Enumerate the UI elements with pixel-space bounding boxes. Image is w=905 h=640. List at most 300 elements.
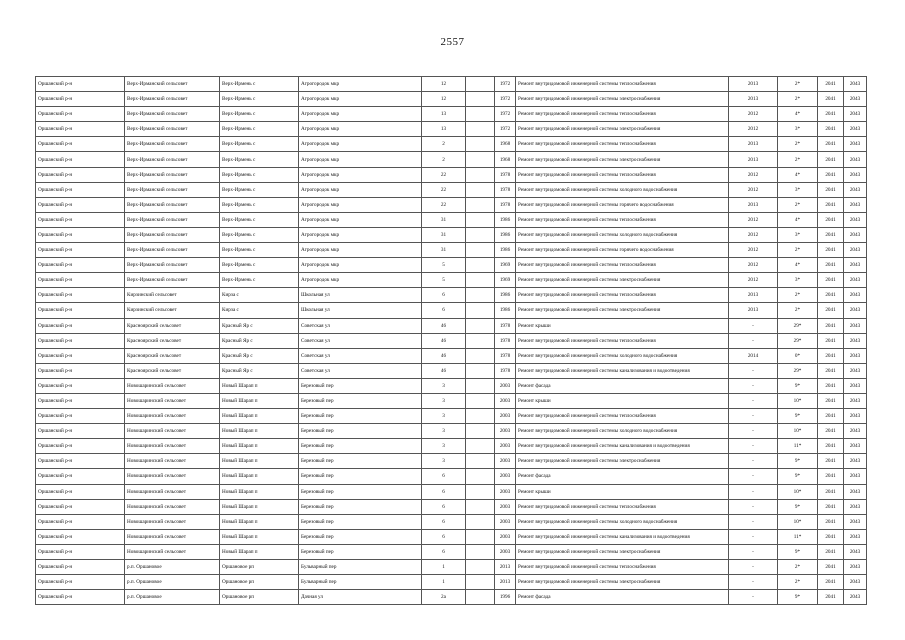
work-type-cell: Ремонт внутридомовой инженерной системы холодного водоснабжения xyxy=(516,424,729,439)
settlement-cell: Кирза с xyxy=(220,303,299,318)
house-number-cell: 13 xyxy=(422,122,466,137)
housing-cell xyxy=(466,318,495,333)
council-cell: Новошаринский сельсовет xyxy=(125,439,220,454)
table-row xyxy=(36,182,867,197)
work-type-cell: Ремонт внутридомовой инженерной системы холодного водоснабжения xyxy=(516,514,729,529)
plan-start-cell: 2041 xyxy=(818,348,844,363)
work-type-cell: Ремонт внутридомовой инженерной системы холодного водоснабжения xyxy=(516,182,729,197)
plan-end-cell: 2043 xyxy=(844,484,867,499)
house-number-cell: 6 xyxy=(422,469,466,484)
housing-cell xyxy=(466,424,495,439)
last-repair-cell: 2012 xyxy=(729,273,778,288)
district-cell: Оршанский р-н xyxy=(36,258,125,273)
build-year-cell: 1986 xyxy=(495,227,516,242)
settlement-cell: Верх-Ирмень с xyxy=(220,77,299,92)
build-year-cell: 1978 xyxy=(495,348,516,363)
wear-cell: 9* xyxy=(778,469,818,484)
street-cell: Березовый пер xyxy=(299,409,422,424)
house-number-cell: 5 xyxy=(422,258,466,273)
build-year-cell: 1986 xyxy=(495,303,516,318)
plan-start-cell: 2041 xyxy=(818,318,844,333)
housing-cell xyxy=(466,258,495,273)
housing-cell xyxy=(466,393,495,408)
housing-cell xyxy=(466,469,495,484)
work-type-cell: Ремонт внутридомовой инженерной системы теплоснабжения xyxy=(516,167,729,182)
table-row xyxy=(36,514,867,529)
house-number-cell: 12 xyxy=(422,92,466,107)
street-cell: Советская ул xyxy=(299,318,422,333)
build-year-cell: 1972 xyxy=(495,107,516,122)
street-cell: Березовый пер xyxy=(299,484,422,499)
last-repair-cell: 2012 xyxy=(729,227,778,242)
table-row xyxy=(36,303,867,318)
work-type-cell: Ремонт внутридомовой инженерной системы теплоснабжения xyxy=(516,409,729,424)
table-row xyxy=(36,484,867,499)
council-cell: Новошаринский сельсовет xyxy=(125,484,220,499)
table-row xyxy=(36,258,867,273)
council-cell: Новошаринский сельсовет xyxy=(125,409,220,424)
plan-start-cell: 2041 xyxy=(818,137,844,152)
plan-start-cell: 2041 xyxy=(818,122,844,137)
plan-end-cell: 2043 xyxy=(844,182,867,197)
plan-end-cell: 2043 xyxy=(844,303,867,318)
last-repair-cell: 2012 xyxy=(729,107,778,122)
house-number-cell: 6 xyxy=(422,499,466,514)
council-cell: Новошаринский сельсовет xyxy=(125,499,220,514)
plan-start-cell: 2041 xyxy=(818,378,844,393)
house-number-cell: 6 xyxy=(422,484,466,499)
work-type-cell: Ремонт фасада xyxy=(516,469,729,484)
work-type-cell: Ремонт внутридомовой инженерной системы горячего водоснабжения xyxy=(516,197,729,212)
plan-end-cell: 2043 xyxy=(844,590,867,605)
build-year-cell: 1972 xyxy=(495,77,516,92)
settlement-cell: Новый Шарап п xyxy=(220,469,299,484)
plan-start-cell: 2041 xyxy=(818,152,844,167)
house-number-cell: 2а xyxy=(422,590,466,605)
house-number-cell: 3 xyxy=(422,409,466,424)
work-type-cell: Ремонт внутридомовой инженерной системы электроснабжения xyxy=(516,122,729,137)
wear-cell: 2* xyxy=(778,560,818,575)
house-number-cell: 22 xyxy=(422,197,466,212)
house-number-cell: 22 xyxy=(422,182,466,197)
wear-cell: 3* xyxy=(778,273,818,288)
council-cell: Кирзинский сельсовет xyxy=(125,303,220,318)
house-number-cell: 3 xyxy=(422,454,466,469)
house-number-cell: 46 xyxy=(422,348,466,363)
wear-cell: 9* xyxy=(778,499,818,514)
table-row xyxy=(36,92,867,107)
work-type-cell: Ремонт внутридомовой инженерной системы холодного водоснабжения xyxy=(516,348,729,363)
last-repair-cell: 2013 xyxy=(729,197,778,212)
plan-start-cell: 2041 xyxy=(818,333,844,348)
street-cell: Агрогородок мкр xyxy=(299,122,422,137)
plan-start-cell: 2041 xyxy=(818,424,844,439)
settlement-cell: Верх-Ирмень с xyxy=(220,92,299,107)
district-cell: Оршанский р-н xyxy=(36,107,125,122)
last-repair-cell: - xyxy=(729,529,778,544)
settlement-cell: Новый Шарап п xyxy=(220,424,299,439)
table-row xyxy=(36,197,867,212)
plan-start-cell: 2041 xyxy=(818,590,844,605)
council-cell: Верх-Ирманский сельсовет xyxy=(125,212,220,227)
work-type-cell: Ремонт внутридомовой инженерной системы канализования и водоотведения xyxy=(516,363,729,378)
housing-cell xyxy=(466,348,495,363)
table-row xyxy=(36,227,867,242)
council-cell: Верх-Ирманский сельсовет xyxy=(125,273,220,288)
house-number-cell: 1 xyxy=(422,560,466,575)
house-number-cell: 6 xyxy=(422,544,466,559)
last-repair-cell: 2012 xyxy=(729,167,778,182)
work-type-cell: Ремонт внутридомовой инженерной системы теплоснабжения xyxy=(516,258,729,273)
district-cell: Оршанский р-н xyxy=(36,77,125,92)
district-cell: Оршанский р-н xyxy=(36,590,125,605)
plan-start-cell: 2041 xyxy=(818,197,844,212)
plan-end-cell: 2043 xyxy=(844,122,867,137)
table-row xyxy=(36,529,867,544)
plan-end-cell: 2043 xyxy=(844,167,867,182)
last-repair-cell: 2013 xyxy=(729,92,778,107)
build-year-cell: 1978 xyxy=(495,318,516,333)
last-repair-cell: - xyxy=(729,560,778,575)
settlement-cell: Новый Шарап п xyxy=(220,454,299,469)
build-year-cell: 1972 xyxy=(495,92,516,107)
settlement-cell: Оршановое рп xyxy=(220,560,299,575)
last-repair-cell: - xyxy=(729,454,778,469)
housing-cell xyxy=(466,514,495,529)
work-type-cell: Ремонт внутридомовой инженерной системы теплоснабжения xyxy=(516,77,729,92)
council-cell: Красноярский сельсовет xyxy=(125,363,220,378)
district-cell: Оршанский р-н xyxy=(36,439,125,454)
street-cell: Агрогородок мкр xyxy=(299,212,422,227)
council-cell: Верх-Ирманский сельсовет xyxy=(125,92,220,107)
plan-end-cell: 2043 xyxy=(844,333,867,348)
council-cell: Новошаринский сельсовет xyxy=(125,393,220,408)
district-cell: Оршанский р-н xyxy=(36,409,125,424)
house-number-cell: 12 xyxy=(422,77,466,92)
street-cell: Агрогородок мкр xyxy=(299,197,422,212)
wear-cell: 9* xyxy=(778,409,818,424)
district-cell: Оршанский р-н xyxy=(36,514,125,529)
house-number-cell: 31 xyxy=(422,227,466,242)
table-row xyxy=(36,590,867,605)
last-repair-cell: 2012 xyxy=(729,122,778,137)
street-cell: Школьная ул xyxy=(299,303,422,318)
wear-cell: 29* xyxy=(778,363,818,378)
house-number-cell: 2 xyxy=(422,137,466,152)
plan-start-cell: 2041 xyxy=(818,77,844,92)
district-cell: Оршанский р-н xyxy=(36,167,125,182)
house-number-cell: 6 xyxy=(422,529,466,544)
plan-start-cell: 2041 xyxy=(818,439,844,454)
housing-cell xyxy=(466,454,495,469)
last-repair-cell: - xyxy=(729,393,778,408)
district-cell: Оршанский р-н xyxy=(36,424,125,439)
street-cell: Березовый пер xyxy=(299,529,422,544)
district-cell: Оршанский р-н xyxy=(36,92,125,107)
street-cell: Березовый пер xyxy=(299,544,422,559)
build-year-cell: 1972 xyxy=(495,122,516,137)
table-row xyxy=(36,575,867,590)
last-repair-cell: - xyxy=(729,424,778,439)
street-cell: Советская ул xyxy=(299,333,422,348)
last-repair-cell: 2013 xyxy=(729,288,778,303)
plan-start-cell: 2041 xyxy=(818,363,844,378)
housing-cell xyxy=(466,363,495,378)
house-number-cell: 6 xyxy=(422,303,466,318)
build-year-cell: 2003 xyxy=(495,424,516,439)
settlement-cell: Верх-Ирмень с xyxy=(220,152,299,167)
plan-end-cell: 2043 xyxy=(844,424,867,439)
table-row xyxy=(36,439,867,454)
wear-cell: 2* xyxy=(778,137,818,152)
wear-cell: 10* xyxy=(778,484,818,499)
build-year-cell: 1969 xyxy=(495,273,516,288)
district-cell: Оршанский р-н xyxy=(36,454,125,469)
street-cell: Агрогородок мкр xyxy=(299,107,422,122)
house-number-cell: 2 xyxy=(422,152,466,167)
plan-end-cell: 2043 xyxy=(844,348,867,363)
housing-cell xyxy=(466,575,495,590)
wear-cell: 4* xyxy=(778,167,818,182)
district-cell: Оршанский р-н xyxy=(36,122,125,137)
settlement-cell: Новый Шарап п xyxy=(220,439,299,454)
plan-start-cell: 2041 xyxy=(818,227,844,242)
plan-end-cell: 2043 xyxy=(844,243,867,258)
work-type-cell: Ремонт внутридомовой инженерной системы теплоснабжения xyxy=(516,137,729,152)
plan-start-cell: 2041 xyxy=(818,303,844,318)
plan-start-cell: 2041 xyxy=(818,499,844,514)
street-cell: Агрогородок мкр xyxy=(299,243,422,258)
house-number-cell: 1 xyxy=(422,575,466,590)
last-repair-cell: 2012 xyxy=(729,182,778,197)
district-cell: Оршанский р-н xyxy=(36,273,125,288)
district-cell: Оршанский р-н xyxy=(36,318,125,333)
street-cell: Березовый пер xyxy=(299,378,422,393)
last-repair-cell: 2012 xyxy=(729,258,778,273)
table-row xyxy=(36,318,867,333)
work-type-cell: Ремонт внутридомовой инженерной системы теплоснабжения xyxy=(516,212,729,227)
table-row xyxy=(36,499,867,514)
settlement-cell: Красный Яр с xyxy=(220,318,299,333)
council-cell: Новошаринский сельсовет xyxy=(125,454,220,469)
street-cell: Школьная ул xyxy=(299,288,422,303)
build-year-cell: 2003 xyxy=(495,484,516,499)
settlement-cell: Оршановое рп xyxy=(220,575,299,590)
plan-end-cell: 2043 xyxy=(844,560,867,575)
wear-cell: 9* xyxy=(778,378,818,393)
work-type-cell: Ремонт внутридомовой инженерной системы электроснабжения xyxy=(516,544,729,559)
table-row xyxy=(36,560,867,575)
last-repair-cell: 2013 xyxy=(729,77,778,92)
build-year-cell: 2003 xyxy=(495,544,516,559)
housing-cell xyxy=(466,122,495,137)
wear-cell: 2* xyxy=(778,243,818,258)
street-cell: Березовый пер xyxy=(299,454,422,469)
wear-cell: 11* xyxy=(778,439,818,454)
build-year-cell: 2003 xyxy=(495,378,516,393)
work-type-cell: Ремонт внутридомовой инженерной системы канализования и водоотведения xyxy=(516,439,729,454)
table-row xyxy=(36,363,867,378)
plan-end-cell: 2043 xyxy=(844,514,867,529)
last-repair-cell: - xyxy=(729,544,778,559)
district-cell: Оршанский р-н xyxy=(36,243,125,258)
plan-start-cell: 2041 xyxy=(818,575,844,590)
district-cell: Оршанский р-н xyxy=(36,575,125,590)
district-cell: Оршанский р-н xyxy=(36,393,125,408)
plan-start-cell: 2041 xyxy=(818,273,844,288)
district-cell: Оршанский р-н xyxy=(36,137,125,152)
last-repair-cell: - xyxy=(729,333,778,348)
housing-cell xyxy=(466,107,495,122)
wear-cell: 10* xyxy=(778,514,818,529)
work-type-cell: Ремонт крыши xyxy=(516,318,729,333)
build-year-cell: 2013 xyxy=(495,575,516,590)
plan-start-cell: 2041 xyxy=(818,167,844,182)
settlement-cell: Кирза с xyxy=(220,288,299,303)
street-cell: Агрогородок мкр xyxy=(299,167,422,182)
wear-cell: 9* xyxy=(778,590,818,605)
build-year-cell: 2003 xyxy=(495,514,516,529)
district-cell: Оршанский р-н xyxy=(36,333,125,348)
settlement-cell: Верх-Ирмень с xyxy=(220,227,299,242)
work-type-cell: Ремонт внутридомовой инженерной системы теплоснабжения xyxy=(516,499,729,514)
settlement-cell: Красный Яр с xyxy=(220,333,299,348)
wear-cell: 9* xyxy=(778,454,818,469)
plan-start-cell: 2041 xyxy=(818,529,844,544)
housing-cell xyxy=(466,152,495,167)
housing-cell xyxy=(466,590,495,605)
settlement-cell: Верх-Ирмень с xyxy=(220,122,299,137)
settlement-cell: Верх-Ирмень с xyxy=(220,212,299,227)
street-cell: Дачная ул xyxy=(299,590,422,605)
street-cell: Бульварный пер xyxy=(299,560,422,575)
table-row xyxy=(36,122,867,137)
settlement-cell: Новый Шарап п xyxy=(220,378,299,393)
street-cell: Агрогородок мкр xyxy=(299,273,422,288)
build-year-cell: 1986 xyxy=(495,243,516,258)
work-type-cell: Ремонт фасада xyxy=(516,378,729,393)
plan-start-cell: 2041 xyxy=(818,560,844,575)
table-row xyxy=(36,333,867,348)
table-row xyxy=(36,137,867,152)
wear-cell: 10* xyxy=(778,424,818,439)
table-row xyxy=(36,393,867,408)
table-body xyxy=(36,77,867,605)
work-type-cell: Ремонт внутридомовой инженерной системы электроснабжения xyxy=(516,152,729,167)
district-cell: Оршанский р-н xyxy=(36,499,125,514)
housing-cell xyxy=(466,303,495,318)
district-cell: Оршанский р-н xyxy=(36,212,125,227)
settlement-cell: Оршановое рп xyxy=(220,590,299,605)
build-year-cell: 1986 xyxy=(495,288,516,303)
house-number-cell: 3 xyxy=(422,424,466,439)
wear-cell: 3* xyxy=(778,122,818,137)
housing-cell xyxy=(466,288,495,303)
last-repair-cell: 2012 xyxy=(729,243,778,258)
district-cell: Оршанский р-н xyxy=(36,197,125,212)
plan-start-cell: 2041 xyxy=(818,92,844,107)
street-cell: Агрогородок мкр xyxy=(299,77,422,92)
district-cell: Оршанский р-н xyxy=(36,560,125,575)
plan-start-cell: 2041 xyxy=(818,243,844,258)
build-year-cell: 1978 xyxy=(495,182,516,197)
work-type-cell: Ремонт крыши xyxy=(516,393,729,408)
housing-cell xyxy=(466,182,495,197)
build-year-cell: 1978 xyxy=(495,333,516,348)
council-cell: Новошаринский сельсовет xyxy=(125,544,220,559)
wear-cell: 4* xyxy=(778,107,818,122)
district-cell: Оршанский р-н xyxy=(36,303,125,318)
work-type-cell: Ремонт внутридомовой инженерной системы холодного водоснабжения xyxy=(516,227,729,242)
plan-end-cell: 2043 xyxy=(844,107,867,122)
wear-cell: 4* xyxy=(778,212,818,227)
table-row xyxy=(36,424,867,439)
table-row xyxy=(36,77,867,92)
build-year-cell: 1986 xyxy=(495,212,516,227)
settlement-cell: Красный Яр с xyxy=(220,348,299,363)
settlement-cell: Верх-Ирмень с xyxy=(220,258,299,273)
last-repair-cell: - xyxy=(729,378,778,393)
plan-end-cell: 2043 xyxy=(844,318,867,333)
street-cell: Агрогородок мкр xyxy=(299,152,422,167)
settlement-cell: Верх-Ирмень с xyxy=(220,243,299,258)
council-cell: Новошаринский сельсовет xyxy=(125,469,220,484)
wear-cell: 4* xyxy=(778,258,818,273)
house-number-cell: 5 xyxy=(422,273,466,288)
housing-cell xyxy=(466,439,495,454)
street-cell: Агрогородок мкр xyxy=(299,227,422,242)
page-number: 2557 xyxy=(440,36,465,48)
build-year-cell: 2003 xyxy=(495,393,516,408)
build-year-cell: 1968 xyxy=(495,152,516,167)
plan-end-cell: 2043 xyxy=(844,575,867,590)
build-year-cell: 1978 xyxy=(495,167,516,182)
plan-start-cell: 2041 xyxy=(818,544,844,559)
wear-cell: 2* xyxy=(778,152,818,167)
work-type-cell: Ремонт крыши xyxy=(516,484,729,499)
council-cell: Верх-Ирманский сельсовет xyxy=(125,258,220,273)
house-number-cell: 6 xyxy=(422,514,466,529)
repair-schedule-table xyxy=(35,76,867,605)
last-repair-cell: - xyxy=(729,409,778,424)
work-type-cell: Ремонт фасада xyxy=(516,590,729,605)
wear-cell: 2* xyxy=(778,575,818,590)
work-type-cell: Ремонт внутридомовой инженерной системы электроснабжения xyxy=(516,303,729,318)
plan-end-cell: 2043 xyxy=(844,212,867,227)
table-row xyxy=(36,409,867,424)
house-number-cell: 31 xyxy=(422,212,466,227)
house-number-cell: 3 xyxy=(422,393,466,408)
housing-cell xyxy=(466,197,495,212)
table-row xyxy=(36,152,867,167)
council-cell: Верх-Ирманский сельсовет xyxy=(125,243,220,258)
last-repair-cell: - xyxy=(729,499,778,514)
work-type-cell: Ремонт внутридомовой инженерной системы электроснабжения xyxy=(516,92,729,107)
council-cell: р.п. Оршановое xyxy=(125,590,220,605)
council-cell: Новошаринский сельсовет xyxy=(125,529,220,544)
wear-cell: 3* xyxy=(778,227,818,242)
settlement-cell: Новый Шарап п xyxy=(220,514,299,529)
table-row xyxy=(36,348,867,363)
plan-end-cell: 2043 xyxy=(844,499,867,514)
wear-cell: 9* xyxy=(778,544,818,559)
plan-end-cell: 2043 xyxy=(844,393,867,408)
table-row xyxy=(36,243,867,258)
council-cell: Верх-Ирманский сельсовет xyxy=(125,182,220,197)
settlement-cell: Новый Шарап п xyxy=(220,409,299,424)
council-cell: Новошаринский сельсовет xyxy=(125,378,220,393)
plan-end-cell: 2043 xyxy=(844,439,867,454)
